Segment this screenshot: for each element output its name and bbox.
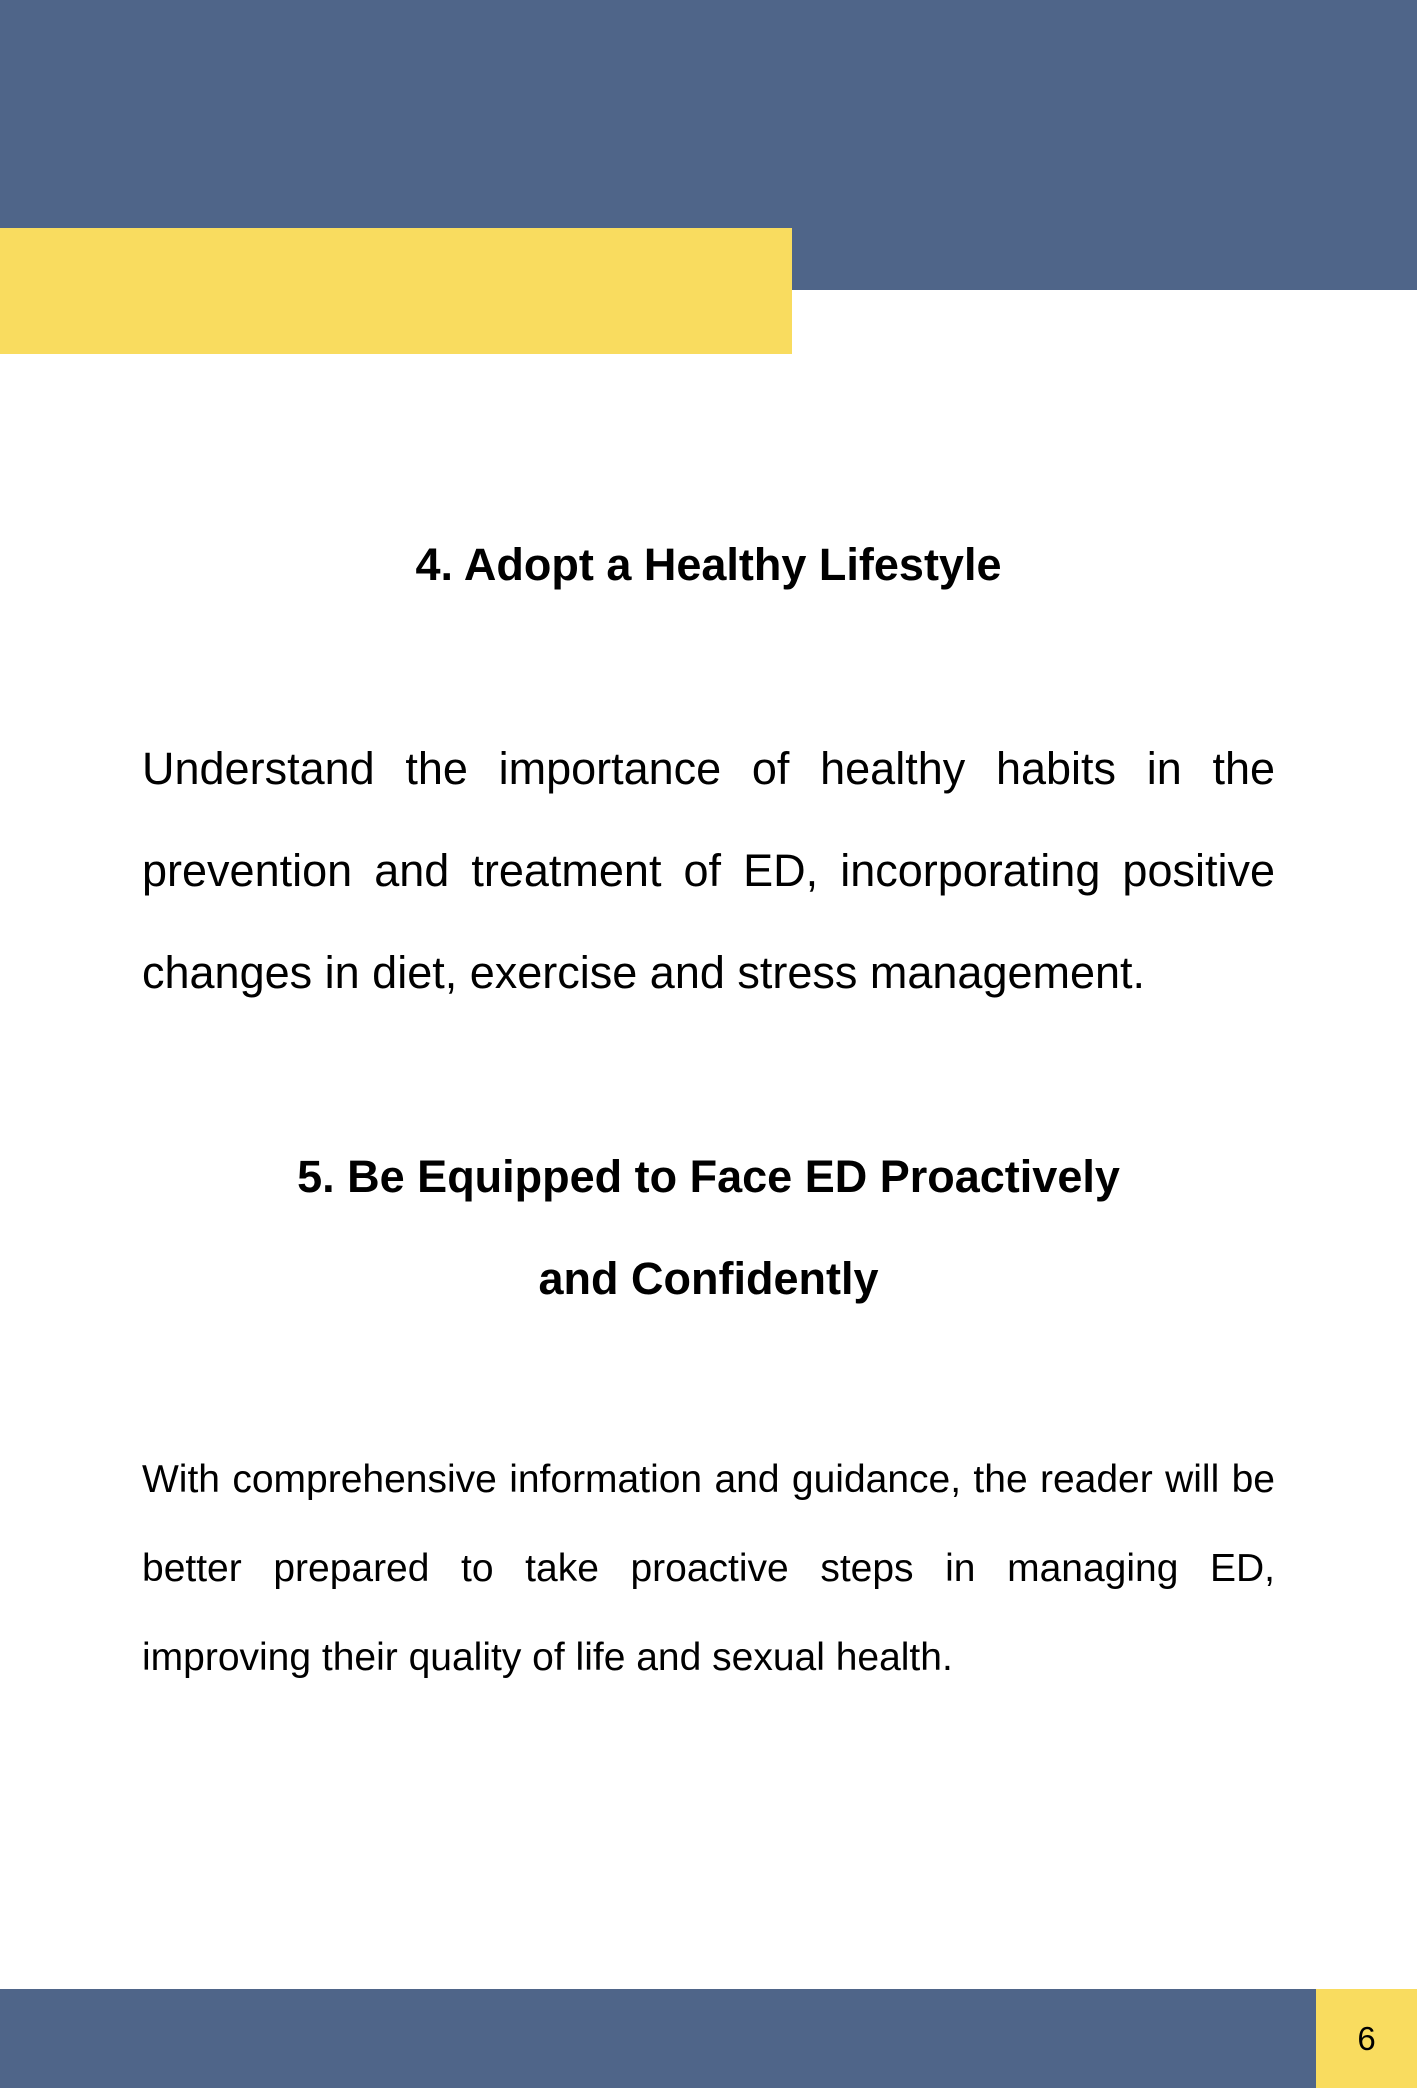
section-body-5: With comprehensive information and guidance, the reader will be better prepared to take proactive steps in managing ED, improving their quality of life and sexual health. [142, 1458, 1275, 1679]
section-heading-4: 4. Adopt a Healthy Lifestyle [415, 539, 1002, 590]
section-heading-5-line2: and Confidently [538, 1253, 879, 1304]
footer-bar [0, 1989, 1316, 2088]
header-yellow-accent [0, 228, 792, 354]
page-number: 6 [1357, 2019, 1376, 2057]
page-number-box [1316, 1989, 1417, 2088]
section-heading-5 [0, 1126, 1417, 1330]
section-body-4: Understand the importance of healthy habits in the prevention and treatment of ED, incorporating positive changes in diet, exercise and stress management. [142, 743, 1275, 998]
section-heading-5-line1: 5. Be Equipped to Face ED Proactively [297, 1151, 1120, 1202]
